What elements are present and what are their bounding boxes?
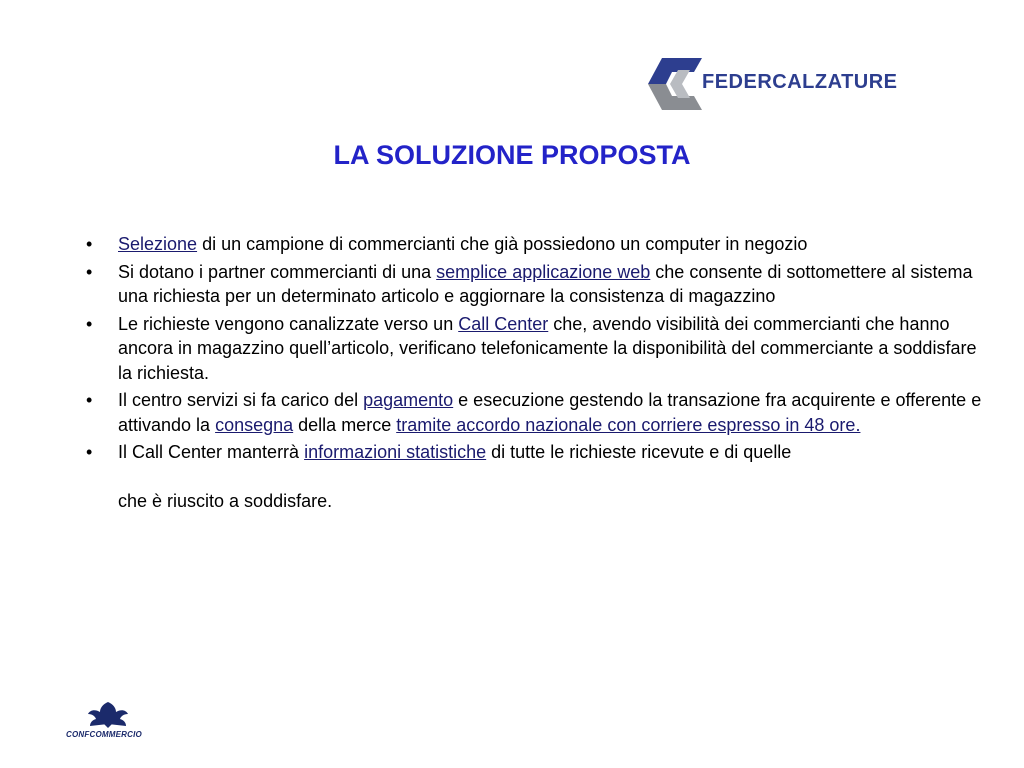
- bullet-item: [84, 440, 984, 513]
- bullet-item: [84, 232, 984, 257]
- federcalzature-logo: [644, 54, 904, 114]
- underlined-term: consegna: [215, 414, 294, 435]
- bullet-text: che, avendo visibilità dei commercianti che hanno ancora in magazzino quell’articolo, verificano telefonicamente la disponibilità del commerciante a soddisfare la richiesta.: [118, 313, 977, 383]
- bullet-marker: •: [86, 313, 93, 334]
- bullet-marker: •: [86, 261, 93, 282]
- federcalzature-logo-mark-icon: [644, 54, 704, 114]
- bullet-text: e esecuzione gestendo la transazione fra acquirente e offerente e attivando la: [118, 390, 982, 435]
- bullet-text-continuation: che è riuscito a soddisfare.: [118, 490, 333, 511]
- bullet-text: Si dotano i partner commercianti di una: [118, 261, 437, 282]
- bullet-text: Le richieste vengono canalizzate verso un: [118, 313, 459, 334]
- bullet-text: Il centro servizi si fa carico del: [118, 390, 364, 410]
- bullet-text: di tutte le richieste ricevute e di quelle: [486, 442, 792, 462]
- bullet-list: [84, 232, 984, 516]
- bullet-marker: •: [86, 234, 93, 254]
- bullet-text: Il Call Center manterrà: [118, 442, 305, 462]
- underlined-term: Call Center: [458, 313, 549, 334]
- confcommercio-logo-text: CONFCOMMERCIO: [66, 730, 142, 739]
- federcalzature-logo-text: FEDERCALZATURE: [702, 71, 898, 93]
- underlined-term: tramite accordo nazionale con corriere espresso in 48 ore.: [396, 414, 861, 435]
- bullet-item: [84, 260, 984, 309]
- bullet-text: di un campione di commercianti che già possiedono un computer in negozio: [197, 234, 808, 254]
- bullet-text: che consente di sottomettere al sistema una richiesta per un determinato articolo e aggiornare la consistenza di magazzino: [118, 261, 973, 306]
- bullet-item: [84, 312, 984, 386]
- bullet-text: della merce: [293, 414, 397, 435]
- slide-title: LA SOLUZIONE PROPOSTA: [333, 140, 691, 170]
- bullet-marker: •: [86, 390, 93, 410]
- underlined-term: informazioni statistiche: [304, 442, 487, 462]
- underlined-term: Selezione: [118, 234, 198, 254]
- bullet-item: [84, 388, 984, 437]
- confcommercio-logo: [62, 698, 154, 742]
- bullet-marker: •: [86, 442, 93, 462]
- underlined-term: semplice applicazione web: [436, 261, 651, 282]
- underlined-term: pagamento: [363, 390, 454, 410]
